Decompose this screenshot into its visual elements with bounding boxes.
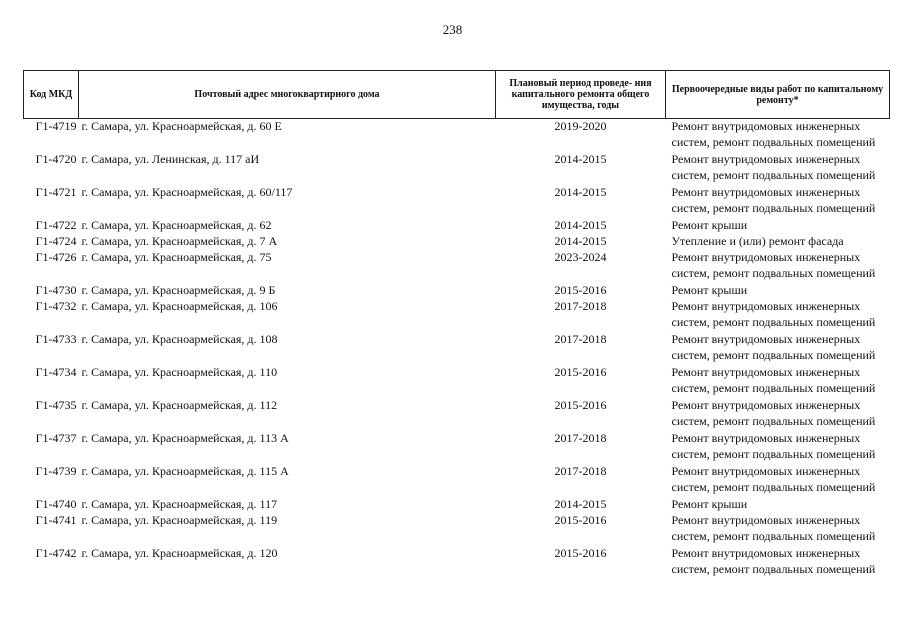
table-row [24,234,890,250]
address-cell: г. Самара, ул. Красноармейская, д. 60 Е [81,119,282,133]
mkd-code-cell: Г1-4719 [35,119,77,133]
header-works: Первоочередные виды работ по капитальному ремонту* [666,71,890,119]
address-cell: г. Самара, ул. Красноармейская, д. 62 [81,218,272,232]
mkd-code-cell: Г1-4735 [35,398,77,412]
address-cell: г. Самара, ул. Красноармейская, д. 9 Б [81,283,276,297]
mkd-code-cell: Г1-4720 [35,152,77,166]
mkd-code-cell: Г1-4722 [35,218,77,232]
table-row [24,431,890,464]
address-cell: г. Самара, ул. Красноармейская, д. 112 [81,398,278,412]
works-cell: Ремонт внутридомовых инженерных систем, ремонт подвальных помещений [671,119,876,149]
mkd-code-cell: Г1-4733 [35,332,77,346]
mkd-code-cell: Г1-4734 [35,365,77,379]
period-cell: 2014-2015 [554,152,607,166]
period-cell: 2017-2018 [554,299,607,313]
mkd-code-cell: Г1-4742 [35,546,77,560]
header-code: Код МКД [24,71,79,119]
period-cell: 2017-2018 [554,464,607,478]
address-cell: г. Самара, ул. Красноармейская, д. 117 [81,497,278,511]
works-cell: Ремонт внутридомовых инженерных систем, ремонт подвальных помещений [671,185,876,215]
table-row [24,283,890,299]
works-cell: Ремонт внутридомовых инженерных систем, ремонт подвальных помещений [671,250,876,280]
period-cell: 2017-2018 [554,332,607,346]
works-cell: Ремонт крыши [671,283,748,297]
address-cell: г. Самара, ул. Красноармейская, д. 115 А [81,464,289,478]
mkd-code-cell: Г1-4739 [35,464,77,478]
mkd-code-cell: Г1-4721 [35,185,77,199]
works-cell: Ремонт крыши [671,218,748,232]
mkd-code-cell: Г1-4732 [35,299,77,313]
table-row [24,513,890,546]
table-row [24,464,890,497]
address-cell: г. Самара, ул. Красноармейская, д. 75 [81,250,272,264]
table-row [24,119,890,153]
table-header [24,71,890,119]
works-cell: Ремонт внутридомовых инженерных систем, ремонт подвальных помещений [671,299,876,329]
works-cell: Ремонт внутридомовых инженерных систем, ремонт подвальных помещений [671,365,876,395]
works-cell: Ремонт внутридомовых инженерных систем, ремонт подвальных помещений [671,398,876,428]
address-cell: г. Самара, ул. Ленинская, д. 117 аИ [81,152,260,166]
address-cell: г. Самара, ул. Красноармейская, д. 60/117 [81,185,293,199]
period-cell: 2015-2016 [554,283,607,297]
page-number: 238 [442,22,463,37]
address-cell: г. Самара, ул. Красноармейская, д. 108 [81,332,278,346]
table-row [24,299,890,332]
table-row [24,365,890,398]
address-cell: г. Самара, ул. Красноармейская, д. 7 А [81,234,278,248]
table-row [24,185,890,218]
period-cell: 2014-2015 [554,497,607,511]
period-cell: 2014-2015 [554,218,607,232]
works-cell: Утепление и (или) ремонт фасада [671,234,844,248]
address-cell: г. Самара, ул. Красноармейская, д. 119 [81,513,278,527]
table-row [24,546,890,579]
period-cell: 2019-2020 [554,119,607,133]
mkd-code-cell: Г1-4724 [35,234,77,248]
table-row [24,398,890,431]
table-row [24,218,890,234]
table-row [24,152,890,185]
period-cell: 2015-2016 [554,546,607,560]
table-row [24,250,890,283]
period-cell: 2014-2015 [554,185,607,199]
address-cell: г. Самара, ул. Красноармейская, д. 106 [81,299,278,313]
capital-repair-table [23,70,890,579]
works-cell: Ремонт внутридомовых инженерных систем, ремонт подвальных помещений [671,464,876,494]
mkd-code-cell: Г1-4726 [35,250,77,264]
period-cell: 2015-2016 [554,513,607,527]
address-cell: г. Самара, ул. Красноармейская, д. 113 А [81,431,289,445]
header-address: Почтовый адрес многоквартирного дома [79,71,496,119]
works-cell: Ремонт внутридомовых инженерных систем, ремонт подвальных помещений [671,431,876,461]
address-cell: г. Самара, ул. Красноармейская, д. 120 [81,546,278,560]
period-cell: 2015-2016 [554,365,607,379]
period-cell: 2023-2024 [554,250,607,264]
mkd-code-cell: Г1-4741 [35,513,77,527]
works-cell: Ремонт внутридомовых инженерных систем, ремонт подвальных помещений [671,152,876,182]
table-row [24,497,890,513]
mkd-code-cell: Г1-4737 [35,431,77,445]
table-body [24,119,890,580]
address-cell: г. Самара, ул. Красноармейская, д. 110 [81,365,278,379]
works-cell: Ремонт внутридомовых инженерных систем, ремонт подвальных помещений [671,513,876,543]
mkd-code-cell: Г1-4740 [35,497,77,511]
period-cell: 2017-2018 [554,431,607,445]
mkd-code-cell: Г1-4730 [35,283,77,297]
table-row [24,332,890,365]
works-cell: Ремонт внутридомовых инженерных систем, ремонт подвальных помещений [671,332,876,362]
header-period: Плановый период проведе- ния капитального ремонта общего имущества, годы [496,71,666,119]
works-cell: Ремонт внутридомовых инженерных систем, ремонт подвальных помещений [671,546,876,576]
works-cell: Ремонт крыши [671,497,748,511]
period-cell: 2014-2015 [554,234,607,248]
period-cell: 2015-2016 [554,398,607,412]
